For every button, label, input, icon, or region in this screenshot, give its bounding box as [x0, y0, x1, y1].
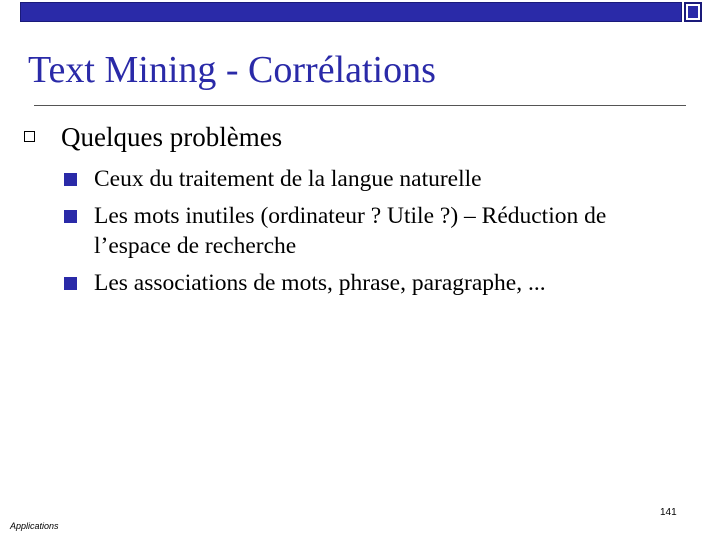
- filled-square-bullet-icon: [64, 277, 77, 290]
- sub-bullet-text: Ceux du traitement de la langue naturelle: [94, 166, 482, 192]
- top-decorative-bar: [20, 2, 682, 22]
- footer-label: Applications: [10, 521, 59, 531]
- sub-bullet-item: [64, 164, 714, 194]
- title-divider: [34, 105, 686, 106]
- hollow-square-bullet-icon: [24, 131, 35, 142]
- main-bullet-text: Quelques problèmes: [61, 122, 283, 152]
- sub-bullet-text: Les mots inutiles (ordinateur ? Utile ?) – Réduction de l’espace de recherche: [94, 203, 607, 259]
- top-decorative-square-icon: [684, 2, 702, 22]
- filled-square-bullet-icon: [64, 173, 77, 186]
- sub-bullet-item: [64, 201, 714, 261]
- sub-bullet-list: [64, 164, 714, 305]
- sub-bullet-item: [64, 268, 714, 298]
- sub-bullet-text: Les associations de mots, phrase, paragraphe, ...: [94, 270, 546, 296]
- filled-square-bullet-icon: [64, 210, 77, 223]
- page-number: 141: [660, 507, 677, 518]
- slide-title: Text Mining - Corrélations: [28, 49, 436, 91]
